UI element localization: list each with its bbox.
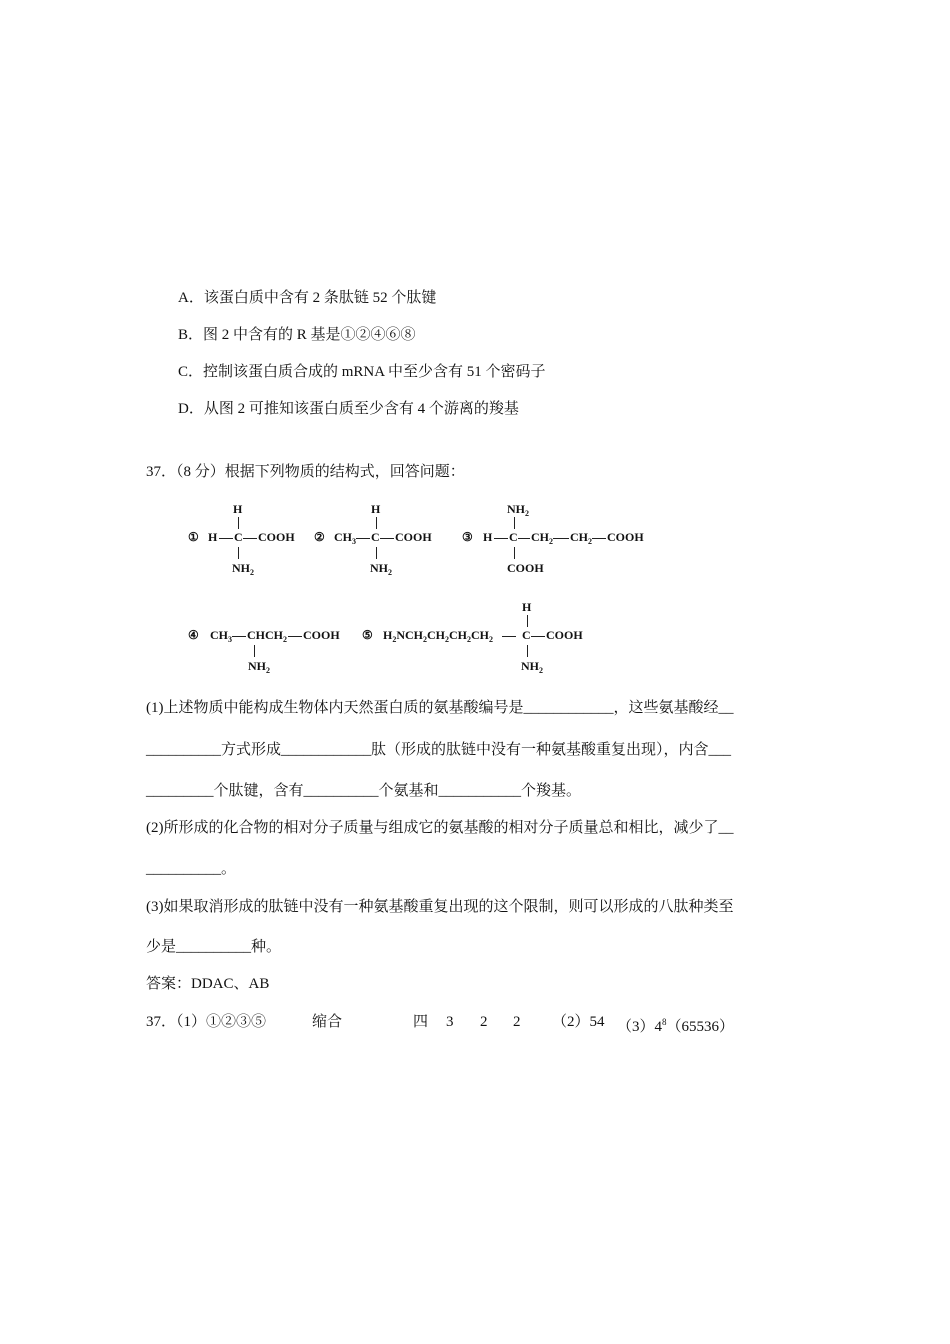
answer-37-a1: 缩合 [312, 1014, 343, 1030]
structure-3-carbon: C [509, 530, 518, 544]
structure-2-left: $CH_3$ [334, 530, 356, 546]
structure-3-end: COOH [607, 530, 644, 544]
part3-line1: (3)如果取消形成的肽链中没有一种氨基酸重复出现的这个限制，则可以形成的八肽种类至 [146, 899, 734, 915]
option-d: D．从图 2 可推知该蛋白质至少含有 4 个游离的羧基 [178, 401, 519, 417]
structure-5-top: H [522, 600, 532, 614]
answer-line-1: 答案：DDAC、AB [146, 976, 270, 992]
answer-37-label: 37．（1）①②③⑤ [146, 1014, 267, 1030]
structure-3-right: $CH_2$ [570, 530, 592, 546]
structure-1-right: COOH [258, 530, 295, 544]
structure-3-middle: $CH_2$ [531, 530, 553, 546]
part2-line2: __________。 [146, 861, 237, 877]
part2-line1: (2)所形成的化合物的相对分子质量与组成它的氨基酸的相对分子质量总和相比，减少了__ [146, 820, 734, 836]
part1-line2: __________方式形成____________肽（形成的肽链中没有一种氨基酸重复出现），内含___ [146, 742, 732, 758]
part1-line3: _________个肽键，含有__________个氨基和___________个羧基。 [146, 783, 582, 799]
answer-37-a5: 2 [513, 1014, 521, 1030]
structure-1-left: H [208, 530, 218, 544]
question-37-header: 37．（8 分）根据下列物质的结构式，回答问题： [146, 464, 465, 480]
answer-37-a2: 四 [413, 1014, 429, 1030]
structure-2-right: COOH [395, 530, 432, 544]
structure-3-number: ③ [462, 530, 473, 544]
structure-3-left: H [483, 530, 493, 544]
structure-1-bottom: $NH_2$ [232, 561, 254, 577]
answer-37-a6: （2）54 [552, 1014, 605, 1030]
part1-line1: (1)上述物质中能构成生物体内天然蛋白质的氨基酸编号是____________，这些氨基酸经__ [146, 700, 734, 716]
structure-5-number: ⑤ [362, 628, 373, 642]
part3-line2: 少是__________种。 [146, 939, 282, 955]
option-a: A．该蛋白质中含有 2 条肽链 52 个肽键 [178, 290, 437, 306]
structure-2-top: H [371, 502, 381, 516]
option-b: B．图 2 中含有的 R 基是①②④⑥⑧ [178, 327, 416, 343]
structure-1-number: ① [188, 530, 199, 544]
structure-1-carbon: C [234, 530, 243, 544]
structure-1-top: H [233, 502, 243, 516]
option-c: C．控制该蛋白质合成的 mRNA 中至少含有 51 个密码子 [178, 364, 546, 380]
structure-5-carbon: C [522, 628, 531, 642]
answer-37-a4: 2 [480, 1014, 488, 1030]
structure-2-bottom: $NH_2$ [370, 561, 392, 577]
structure-3-bottom: COOH [507, 561, 544, 575]
structure-4-middle: $CHCH_2$ [247, 628, 287, 644]
structure-4-number: ④ [188, 628, 199, 642]
answer-37-a7: $(3)4^8(65536)$ [617, 1017, 735, 1035]
structure-3-top: $NH_2$ [507, 502, 529, 518]
answer-37-a3: 3 [446, 1014, 454, 1030]
structure-4-right: COOH [303, 628, 340, 642]
structure-5-bottom: $NH_2$ [521, 659, 543, 675]
structure-5-right: COOH [546, 628, 583, 642]
structure-2-number: ② [314, 530, 325, 544]
structure-2-carbon: C [371, 530, 380, 544]
structure-5-left: $H_2NCH_2CH_2CH_2CH_2$ [383, 628, 494, 644]
structure-4-bottom: $NH_2$ [248, 659, 270, 675]
structure-4-left: $CH_3$ [210, 628, 232, 644]
